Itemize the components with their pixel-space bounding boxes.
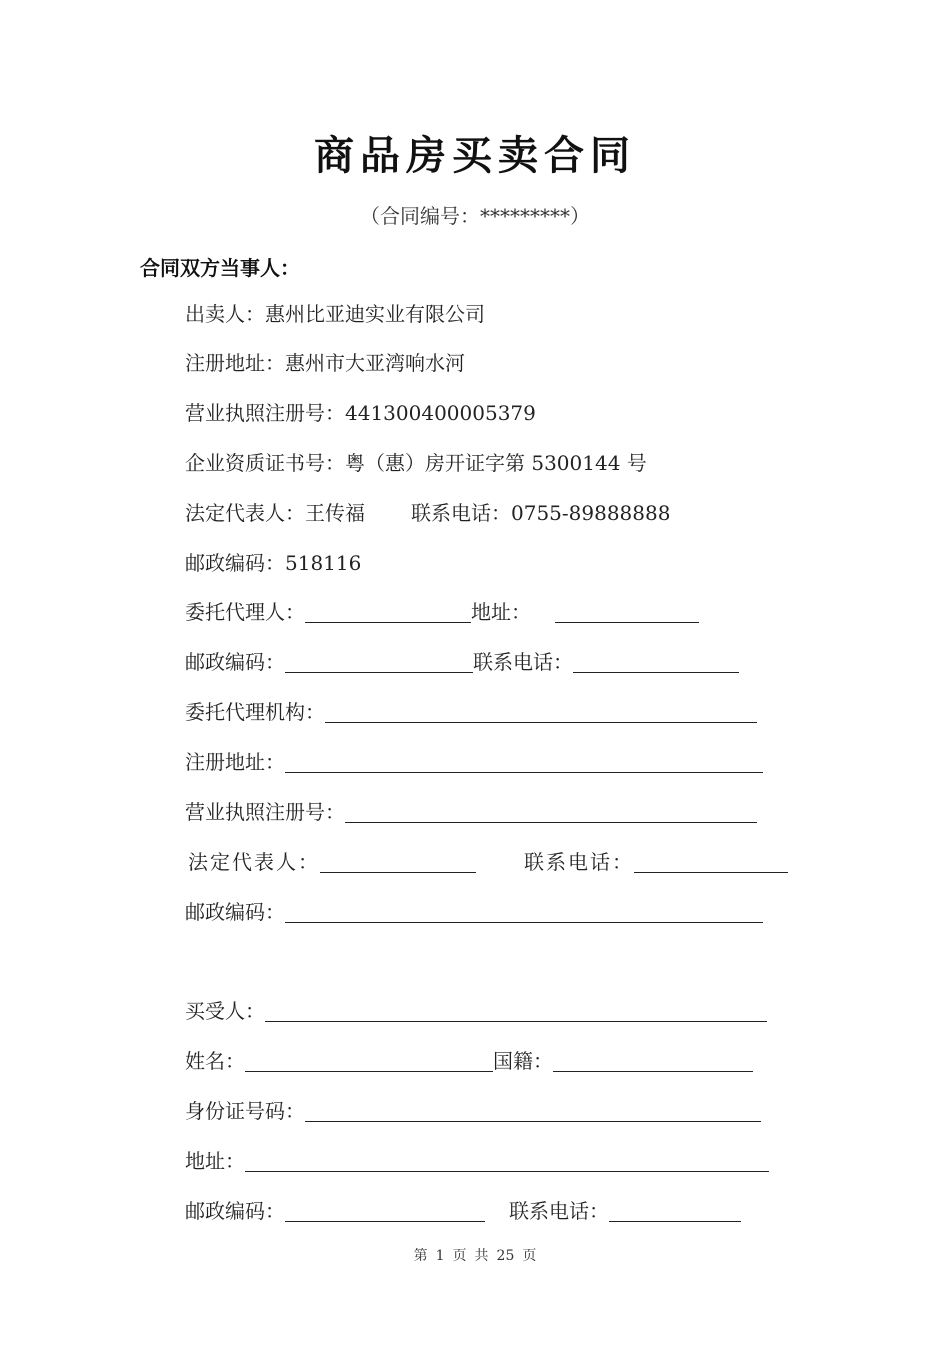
agency-label: 委托代理机构：	[185, 700, 325, 724]
footer-total-prefix: 共	[474, 1248, 489, 1264]
buyer-address-field[interactable]	[245, 1149, 769, 1172]
contract-number: （合同编号：*********）	[360, 204, 590, 228]
parties-heading: 合同双方当事人：	[140, 256, 300, 280]
agency-line	[185, 696, 757, 728]
agent-line	[185, 596, 699, 628]
buyer-address-line	[185, 1145, 769, 1177]
seller-qualification-label: 企业资质证书号：	[185, 451, 345, 475]
agent-postcode-label: 邮政编码：	[185, 650, 285, 674]
buyer-line	[185, 995, 767, 1027]
agency-license-line	[185, 796, 757, 828]
agent-phone-label: 联系电话：	[473, 650, 573, 674]
agency-rep-field[interactable]	[320, 850, 476, 873]
buyer-field[interactable]	[265, 999, 767, 1022]
seller-license-value: 441300400005379	[345, 401, 536, 425]
buyer-phone-label: 联系电话：	[509, 1199, 609, 1223]
agent-address-label: 地址：	[471, 600, 531, 624]
seller-postcode-value: 518116	[285, 551, 362, 575]
agency-postcode-line	[185, 896, 763, 928]
document-title: 商品房买卖合同	[314, 133, 636, 179]
buyer-name-field[interactable]	[245, 1049, 493, 1072]
buyer-phone-field[interactable]	[609, 1199, 741, 1222]
buyer-address-label: 地址：	[185, 1149, 245, 1173]
buyer-name-line	[185, 1045, 753, 1077]
agency-license-label: 营业执照注册号：	[185, 800, 345, 824]
seller-name-value: 惠州比亚迪实业有限公司	[265, 302, 485, 326]
agency-field[interactable]	[325, 700, 757, 723]
buyer-name-label: 姓名：	[185, 1049, 245, 1073]
seller-qualification-line	[185, 447, 647, 479]
seller-address-value: 惠州市大亚湾响水河	[285, 351, 465, 375]
current-page-number: 1	[435, 1248, 445, 1264]
footer-mid: 页	[452, 1248, 467, 1264]
agency-postcode-field[interactable]	[285, 900, 763, 923]
agent-phone-field[interactable]	[573, 650, 739, 673]
total-page-count: 25	[496, 1248, 515, 1264]
buyer-postcode-line	[185, 1195, 741, 1227]
buyer-label: 买受人：	[185, 999, 265, 1023]
agency-phone-field[interactable]	[634, 850, 788, 873]
seller-rep-label: 法定代表人：	[185, 501, 305, 525]
agent-address-field[interactable]	[555, 600, 699, 623]
seller-name-label: 出卖人：	[185, 302, 265, 326]
buyer-postcode-field[interactable]	[285, 1199, 485, 1222]
agency-postcode-label: 邮政编码：	[185, 900, 285, 924]
seller-phone-label: 联系电话：	[411, 501, 511, 525]
agency-phone-label: 联系电话：	[524, 850, 634, 874]
buyer-nationality-label: 国籍：	[493, 1049, 553, 1073]
agency-license-field[interactable]	[345, 800, 757, 823]
seller-postcode-label: 邮政编码：	[185, 551, 285, 575]
seller-representative-line	[185, 497, 670, 529]
agency-address-field[interactable]	[285, 750, 763, 773]
page-footer	[0, 1245, 950, 1265]
agency-address-line	[185, 746, 763, 778]
buyer-nationality-field[interactable]	[553, 1049, 753, 1072]
seller-postcode-line	[185, 547, 361, 579]
agent-postcode-field[interactable]	[285, 650, 473, 673]
seller-qualification-value: 粤（惠）房开证字第 5300144 号	[345, 451, 647, 475]
agency-rep-label: 法定代表人：	[188, 850, 320, 874]
seller-address-line	[185, 347, 465, 379]
seller-rep-value: 王传福	[305, 501, 365, 525]
seller-license-label: 营业执照注册号：	[185, 401, 345, 425]
agent-name-field[interactable]	[305, 600, 471, 623]
footer-suffix: 页	[522, 1248, 537, 1264]
seller-phone-value: 0755-89888888	[511, 501, 671, 525]
footer-prefix: 第	[413, 1248, 428, 1264]
buyer-id-field[interactable]	[305, 1099, 761, 1122]
buyer-id-line	[185, 1095, 761, 1127]
seller-address-label: 注册地址：	[185, 351, 285, 375]
agency-representative-line	[188, 846, 788, 878]
buyer-id-label: 身份证号码：	[185, 1099, 305, 1123]
agent-postcode-line	[185, 646, 739, 678]
seller-license-line	[185, 397, 536, 429]
agency-address-label: 注册地址：	[185, 750, 285, 774]
seller-name-line	[185, 298, 485, 330]
agent-label: 委托代理人：	[185, 600, 305, 624]
buyer-postcode-label: 邮政编码：	[185, 1199, 285, 1223]
